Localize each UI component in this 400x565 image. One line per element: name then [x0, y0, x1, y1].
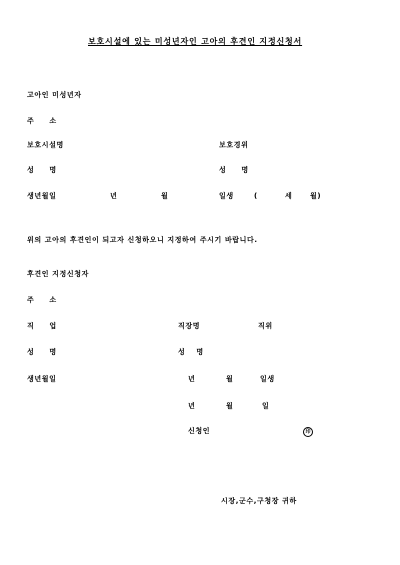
addressee: 시장,군수,구청장 귀하 [221, 497, 297, 505]
section1-month: 월 [161, 192, 169, 200]
application-date-year: 년 [188, 402, 196, 410]
section1-birth-label: 생년월일 [27, 192, 57, 200]
application-date-day: 일 [262, 402, 270, 410]
section2-job-label: 직 업 [27, 322, 57, 330]
section1-age-close: 월) [310, 192, 322, 200]
section2-day: 일생 [260, 375, 275, 383]
section1-day: 일생 [219, 192, 234, 200]
section2-name-label-right: 성 명 [178, 348, 204, 356]
section1-facility-name-label: 보호시설명 [27, 141, 64, 149]
section2-year: 년 [188, 375, 196, 383]
section2-birth-label: 생년월일 [27, 375, 57, 383]
document-title: 보호시설에 있는 미성년자인 고아의 후견인 지정신청서 [88, 37, 303, 46]
section1-address-label: 주 소 [27, 117, 57, 125]
section1-age-open: ( [254, 192, 258, 200]
section1-age-unit: 세 [285, 192, 293, 200]
section2-heading: 후견인 지정신청자 [27, 270, 89, 278]
section1-guardian-label: 보호경위 [219, 141, 249, 149]
section1-name-label-right: 성 명 [219, 166, 249, 174]
section2-month: 월 [226, 375, 234, 383]
applicant-label: 신청인 [188, 427, 211, 435]
statement-text: 위의 고아의 후견인이 되고자 신청하오니 지정하여 주시기 바랍니다. [27, 236, 258, 244]
section1-name-label: 성 명 [27, 166, 57, 174]
section1-year: 년 [110, 192, 118, 200]
section2-name-label: 성 명 [27, 348, 57, 356]
section2-position-label: 직위 [258, 322, 273, 330]
application-date-month: 월 [226, 402, 234, 410]
section2-workplace-label: 직장명 [178, 322, 201, 330]
section1-heading: 고아인 미성년자 [27, 91, 82, 99]
section2-address-label: 주 소 [27, 296, 57, 304]
seal-icon: 印 [303, 427, 313, 437]
